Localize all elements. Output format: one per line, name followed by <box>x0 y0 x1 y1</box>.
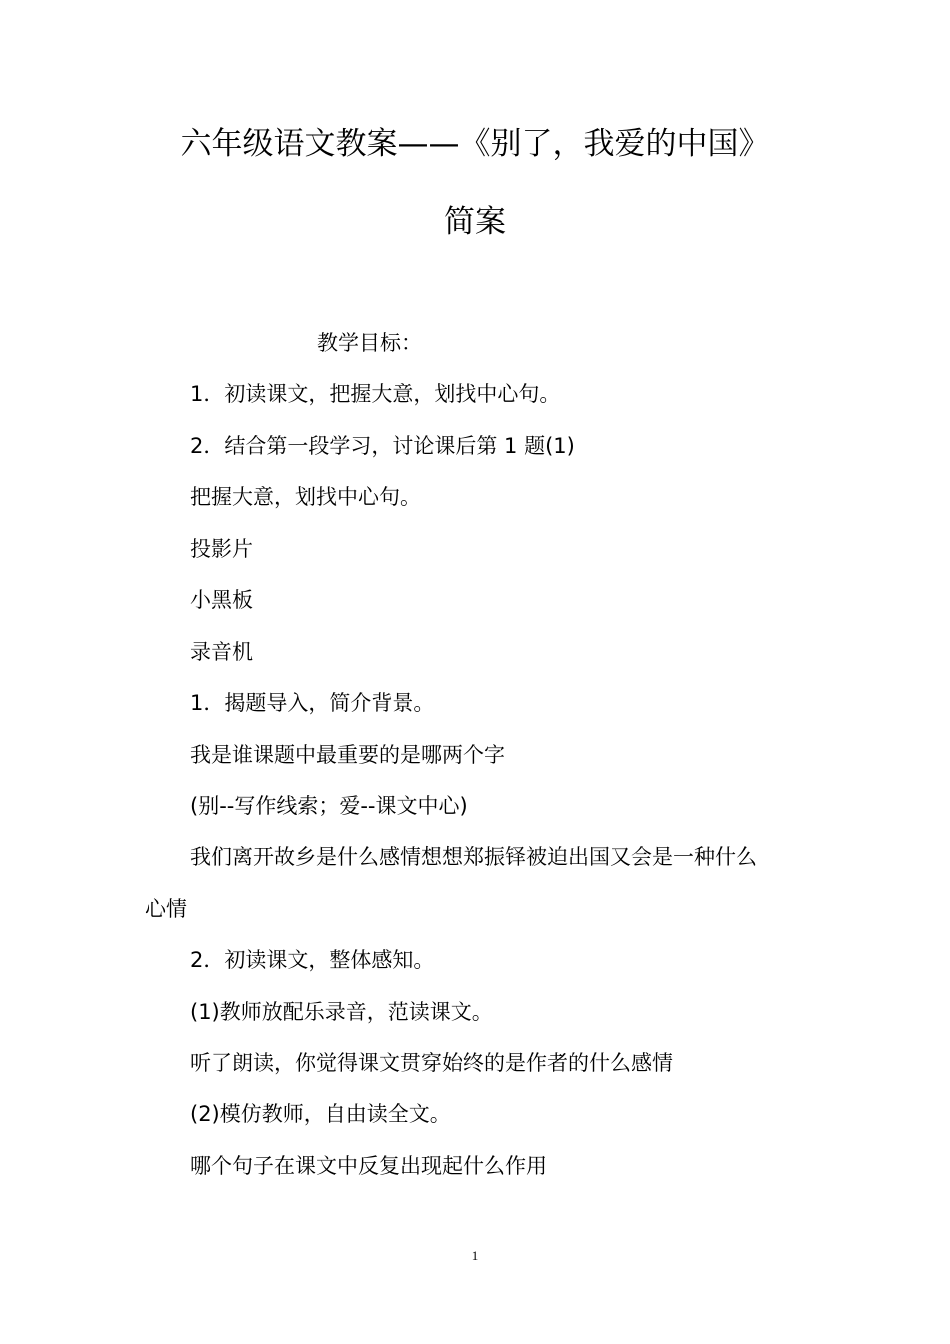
paragraph: (1)教师放配乐录音，范读课文。 <box>190 1000 493 1024</box>
paragraph: 1．揭题导入，简介背景。 <box>190 691 435 715</box>
page-number: 1 <box>471 1248 479 1263</box>
section-heading-teaching-goals: 教学目标： <box>317 331 422 355</box>
paragraph: 录音机 <box>190 640 253 664</box>
paragraph: 投影片 <box>190 537 253 561</box>
paragraph: 听了朗读，你觉得课文贯穿始终的是作者的什么感情 <box>190 1051 673 1075</box>
paragraph-continuation: 心情 <box>145 897 187 921</box>
paragraph: 1．初读课文，把握大意，划找中心句。 <box>190 382 561 406</box>
paragraph: (2)模仿教师，自由读全文。 <box>190 1102 451 1126</box>
paragraph: (别--写作线索；爱--课文中心) <box>190 794 468 818</box>
paragraph: 哪个句子在课文中反复出现起什么作用 <box>190 1154 547 1178</box>
paragraph: 小黑板 <box>190 588 253 612</box>
paragraph: 我们离开故乡是什么感情想想郑振铎被迫出国又会是一种什么 <box>190 845 757 869</box>
document-title-line-1: 六年级语文教案——《别了，我爱的中国》 <box>180 126 770 162</box>
paragraph: 2．初读课文，整体感知。 <box>190 948 435 972</box>
paragraph: 把握大意，划找中心句。 <box>190 485 421 509</box>
paragraph: 2．结合第一段学习，讨论课后第 1 题(1) <box>190 434 575 458</box>
paragraph: 我是谁课题中最重要的是哪两个字 <box>190 743 505 767</box>
document-title-line-2: 简案 <box>444 204 506 240</box>
